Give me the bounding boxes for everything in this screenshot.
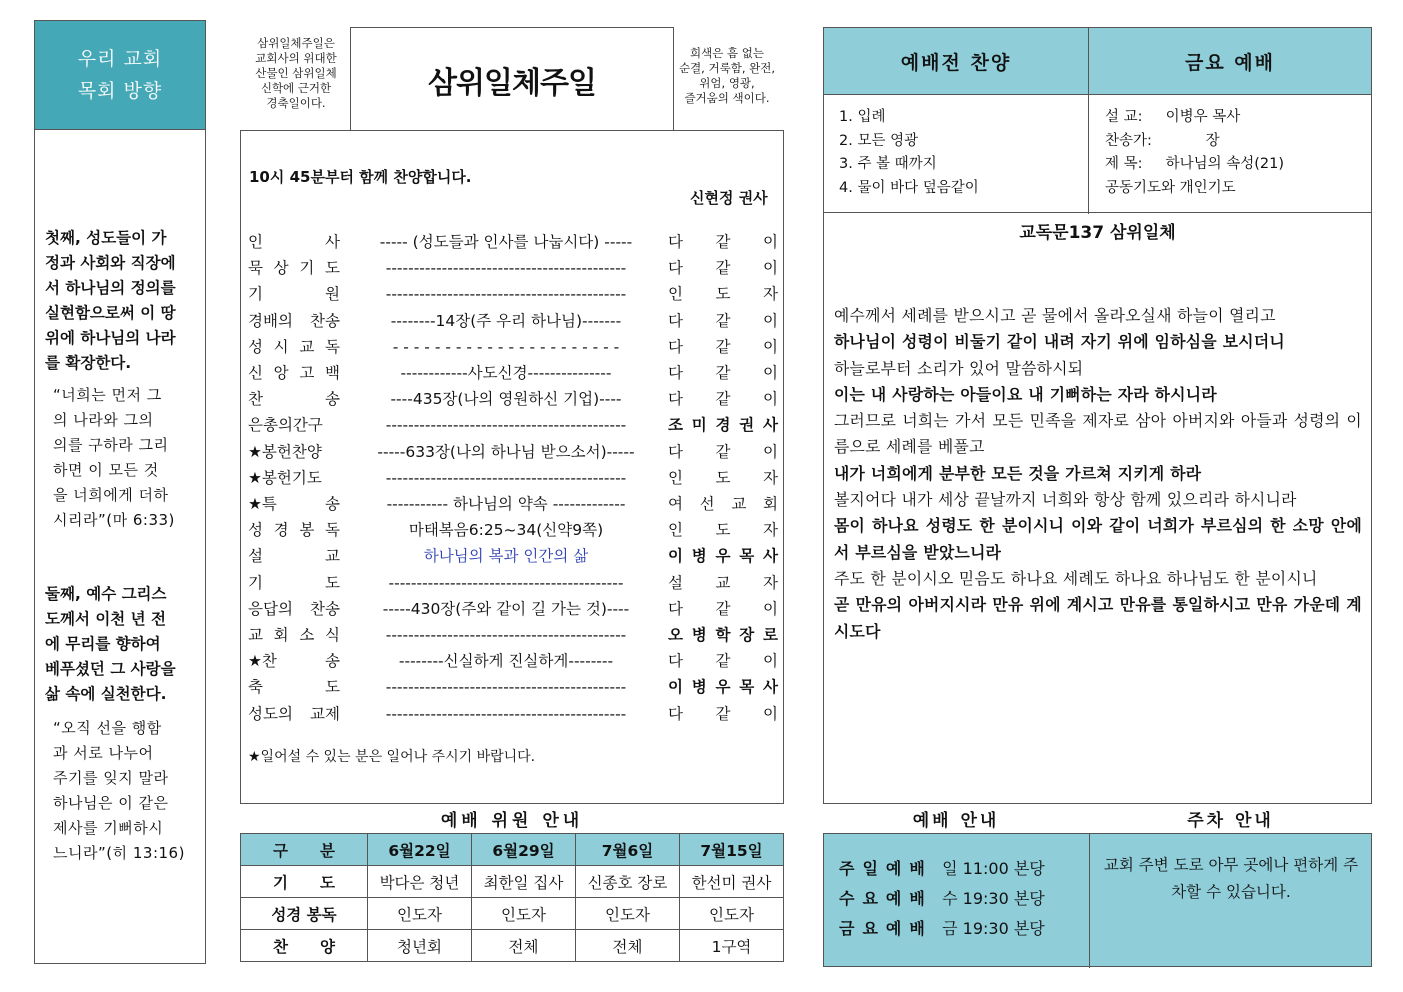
order-row [248, 596, 778, 622]
table-cell: 최한일 집사 [471, 866, 575, 898]
row-label-text: 성경 봉독 [271, 905, 337, 924]
vision-first-line: 실현함으로써 이 땅 [45, 304, 176, 322]
vision-second-line: 삶 속에 실천한다. [45, 685, 167, 703]
notice-name: 주일예배 [839, 859, 933, 878]
congregation-response: 내가 너희에게 분부한 모든 것을 가르쳐 지키게 하라 [834, 463, 1202, 483]
color-description-line: 즐거움의 색이다. [684, 91, 770, 105]
verse-second-line: 느니라”(히 13:16) [53, 844, 185, 862]
vision-second [45, 582, 197, 707]
verse-first [53, 383, 197, 533]
leader-reading: 그러므로 너희는 가서 모든 민족을 제자로 삼아 아버지와 아들과 성령의 이름으로 세례를 베풀고 [834, 411, 1362, 457]
order-row [248, 255, 778, 281]
description-line: 삼위일체주일은 [257, 36, 335, 50]
notice-time: 일 11:00 본당 [942, 859, 1045, 878]
order-item-label: 은총의간구 [248, 416, 323, 435]
detail-value: 하나님의 속성(21) [1165, 156, 1285, 172]
order-item-content: ------------------------------------------ [388, 573, 624, 592]
order-item-leader: 여 선 교 회 [668, 495, 778, 513]
row-label-text: 기 도 [273, 873, 335, 892]
detail-key: 설 교: [1105, 109, 1143, 125]
color-description-line: 희색은 흠 없는 [690, 46, 764, 60]
order-item-label: 기 원 [248, 285, 340, 304]
order-item-leader: 이 병 우 목 사 [668, 678, 778, 697]
vision-first [45, 226, 197, 376]
congregation-response: 하나님이 성령이 비둘기 같이 내려 자기 위에 임하심을 보시더니 [834, 332, 1285, 352]
list-item: 3. 주 볼 때까지 [839, 156, 937, 172]
table-cell: 신종호 장로 [575, 866, 679, 898]
list-item: 4. 물이 바다 덮음같이 [839, 179, 979, 196]
order-item-leader: 다 같 이 [668, 442, 778, 461]
order-row [248, 517, 778, 543]
praise-leader: 신현정 권사 [690, 189, 768, 207]
order-item-label: 응답의 찬송 [248, 599, 340, 618]
vision-second-line: 둘째, 예수 그리스 [45, 585, 167, 603]
leader-reading: 주도 한 분이시오 믿음도 하나요 세례도 하나요 하나님도 한 분이시니 [834, 568, 1318, 588]
list-item [1105, 106, 1284, 130]
order-row [248, 360, 778, 386]
church-vision-header [34, 20, 206, 130]
leader-reading: 하늘로부터 소리가 있어 말씀하시되 [834, 358, 1084, 378]
order-item-content: --------신실하게 진실하게-------- [398, 652, 614, 671]
detail-value: 이병우 목사 [1165, 109, 1241, 125]
order-item-label: ★찬 송 [248, 652, 340, 671]
order-item-content: -----430장(주와 같이 길 가는 것)---- [382, 599, 630, 618]
order-row [248, 674, 778, 700]
table-row [241, 930, 784, 962]
divider [1088, 28, 1089, 214]
prelude-song-list [839, 106, 979, 200]
order-item-content: ------------------------------------------- [385, 704, 627, 723]
order-item-leader: 다 같 이 [668, 364, 778, 382]
table-row [241, 866, 784, 898]
vision-first-line: 위에 하나님의 나라 [45, 329, 176, 347]
table-header-row [241, 834, 784, 866]
order-item-content: 하나님의 복과 인간의 삶 [423, 547, 589, 566]
order-item-content: ------------------------------------------- [385, 259, 627, 278]
prelude-title: 예배전 찬양 [824, 28, 1088, 95]
order-row [248, 543, 778, 569]
order-item-content: ------------------------------------------- [385, 626, 627, 644]
table-header-cell [241, 834, 368, 866]
notice-name: 금요예배 [839, 919, 933, 938]
order-row [248, 570, 778, 596]
row-label [241, 930, 368, 962]
order-item-leader: 다 같 이 [668, 704, 778, 723]
friday-worship-details [1105, 106, 1284, 200]
order-item-leader: 인 도 자 [668, 468, 778, 487]
table-cell: 인도자 [471, 898, 575, 930]
table-cell: 전체 [471, 930, 575, 962]
verse-second-line: 제사를 기뻐하시 [53, 819, 164, 837]
worship-staff-title: 예배 위원 안내 [440, 811, 584, 831]
order-item-leader: 다 같 이 [668, 599, 778, 618]
order-item-label: 경배의 찬송 [248, 311, 340, 330]
table-header-cell: 7월15일 [679, 834, 783, 866]
list-item [1105, 153, 1284, 177]
description-line: 교회사의 위대한 [255, 51, 337, 65]
row-label-text: 찬 양 [273, 937, 335, 956]
order-item-label: 교 회 소 식 [248, 626, 340, 644]
order-item-label: 성 시 교 독 [248, 337, 340, 356]
table-cell: 1구역 [679, 930, 783, 962]
page-title: 삼위일체주일 [350, 27, 674, 131]
order-item-content: --------14장(주 우리 하나님)------- [390, 311, 622, 330]
vision-second-line: 도께서 이천 년 전 [45, 610, 167, 628]
order-item-content: ------------------------------------------- [385, 678, 627, 697]
order-row [248, 386, 778, 412]
verse-second-line: 과 서로 나누어 [53, 744, 154, 762]
list-item: 공동기도와 개인기도 [1105, 179, 1236, 196]
notice-row [839, 854, 1045, 884]
divider [1089, 834, 1090, 968]
order-item-content: ----435장(나의 영원하신 기업)---- [390, 390, 622, 409]
order-item-leader: 조 미 경 권 사 [668, 416, 778, 435]
list-item: 1. 입례 [839, 109, 886, 125]
order-item-content: ------------------------------------------- [385, 468, 627, 487]
description-line: 산물인 삼위일체 [255, 66, 337, 80]
verse-second-line: 주기를 잊지 말라 [53, 769, 169, 787]
table-header-cell: 7월6일 [575, 834, 679, 866]
liturgical-color-description [676, 46, 778, 106]
detail-value: 장 [1205, 132, 1220, 149]
order-item-content: ----- (성도들과 인사를 나눕시다) ----- [379, 233, 633, 251]
order-item-label: 신 앙 고 백 [248, 364, 340, 382]
order-row [248, 308, 778, 334]
vision-first-line: 를 확장한다. [45, 354, 132, 372]
vision-header-line1: 우리 교회 [77, 48, 163, 70]
order-row [248, 281, 778, 307]
vision-first-line: 첫째, 성도들이 가 [45, 229, 167, 247]
order-row [248, 622, 778, 648]
order-row [248, 412, 778, 438]
color-description-line: 순결, 거룩함, 완전, [678, 61, 776, 75]
order-item-label: ★봉헌찬양 [248, 442, 322, 461]
vision-second-line: 에 무리를 향하여 [45, 635, 161, 653]
order-item-leader: 설 교 자 [668, 573, 778, 592]
table-cell: 인도자 [575, 898, 679, 930]
friday-worship-title: 금요 예배 [1089, 28, 1371, 95]
order-item-label: 찬 송 [248, 390, 340, 409]
order-item-label: 축 도 [248, 678, 340, 697]
order-row [248, 491, 778, 517]
verse-first-line: 시리라”(마 6:33) [53, 511, 175, 529]
order-item-leader: 다 같 이 [668, 259, 778, 278]
notice-name: 수요예배 [839, 889, 933, 908]
order-item-content: ------------------------------------------- [385, 416, 627, 435]
verse-first-line: 을 너희에게 더하 [53, 486, 169, 504]
table-cell: 청년회 [367, 930, 471, 962]
order-item-label: 묵 상 기 도 [248, 259, 340, 278]
description-line: 신학에 근거한 [260, 81, 332, 95]
worship-notice-title: 예배 안내 [912, 811, 1000, 831]
notice-panel [823, 833, 1372, 967]
order-item-leader: 다 같 이 [668, 390, 778, 409]
leader-reading: 볼지어다 내가 세상 끝날까지 너희와 항상 함께 있으리라 하시니라 [834, 490, 1297, 510]
order-item-content: ------------사도신경--------------- [400, 364, 612, 382]
table-cell: 인도자 [367, 898, 471, 930]
color-description-line: 위엄, 영광, [699, 76, 755, 90]
congregation-response: 이는 내 사랑하는 아들이요 내 기뻐하는 자라 하시니라 [834, 384, 1217, 404]
order-item-content: 마태복음6:25~34(신약9쪽) [408, 521, 604, 540]
detail-key: 찬송가: [1105, 132, 1152, 149]
notice-time: 수 19:30 본당 [942, 889, 1045, 908]
order-item-leader: 다 같 이 [668, 652, 778, 671]
parking-notice-title: 주차 안내 [1187, 811, 1274, 831]
table-cell: 한선미 권사 [679, 866, 783, 898]
table-header-cell: 6월22일 [367, 834, 471, 866]
notice-time: 금 19:30 본당 [942, 919, 1045, 938]
parking-text: 교회 주변 도로 아무 곳에나 편하게 주차할 수 있습니다. [1103, 856, 1359, 901]
table-cell: 인도자 [679, 898, 783, 930]
leader-reading: 예수께서 세례를 받으시고 곧 물에서 올라오실새 하늘이 열리고 [834, 306, 1276, 325]
worship-staff-table [240, 833, 784, 962]
order-item-content: - - - - - - - - - - - - - - - - - - - - - - [392, 337, 620, 356]
order-item-label: 인 사 [248, 233, 340, 251]
order-item-leader: 인 도 자 [668, 285, 778, 304]
order-row [248, 439, 778, 465]
order-item-label: 기 도 [248, 573, 340, 592]
verse-second-line: 하나님은 이 같은 [53, 794, 169, 812]
praise-time: 10시 45분부터 함께 찬양합니다. [249, 168, 472, 186]
table-header-cell: 6월29일 [471, 834, 575, 866]
row-label [241, 866, 368, 898]
table-row [241, 898, 784, 930]
row-label [241, 898, 368, 930]
order-item-content: -----633장(나의 하나님 받으소서)----- [377, 442, 635, 461]
order-item-leader: 다 같 이 [668, 337, 778, 356]
order-row [248, 465, 778, 491]
verse-first-line: 하면 이 모든 것 [53, 461, 159, 479]
congregation-response: 곧 만유의 아버지시라 만유 위에 계시고 만유를 통일하시고 만유 가운데 계시도다 [834, 595, 1362, 641]
table-cell: 박다은 청년 [367, 866, 471, 898]
order-item-leader: 이 병 우 목 사 [668, 547, 778, 566]
notice-row [839, 884, 1045, 914]
congregation-response: 몸이 하나요 성령도 한 분이시니 이와 같이 너희가 부르심의 한 소망 안에서 부르심을 받았느니라 [834, 516, 1362, 562]
description-line: 경축일이다. [266, 96, 326, 110]
order-row [248, 701, 778, 727]
order-row [248, 229, 778, 255]
verse-first-line: 의 나라와 그의 [53, 411, 154, 429]
verse-second [53, 716, 197, 866]
detail-key: 제 목: [1105, 156, 1143, 172]
list-item [1105, 130, 1284, 154]
list-item: 2. 모든 영광 [839, 132, 919, 149]
header-label: 구 분 [273, 841, 335, 860]
trinity-sunday-description [245, 36, 347, 111]
order-item-content: ------------------------------------------- [385, 285, 627, 304]
order-row [248, 334, 778, 360]
notice-row [839, 914, 1045, 944]
order-row [248, 648, 778, 674]
order-item-leader: 인 도 자 [668, 521, 778, 540]
responsive-reading-body [834, 303, 1362, 645]
verse-second-line: “오직 선을 행함 [53, 719, 162, 737]
vision-second-line: 베푸셨던 그 사랑을 [45, 660, 176, 678]
order-item-content: ----------- 하나님의 약속 ------------- [386, 495, 626, 513]
order-item-leader: 다 같 이 [668, 233, 778, 251]
order-item-label: 성 경 봉 독 [248, 521, 340, 540]
order-item-label: 성도의 교제 [248, 704, 340, 723]
order-item-label: 설 교 [248, 547, 340, 566]
verse-first-line: 의를 구하라 그리 [53, 436, 169, 454]
order-item-leader: 오 병 학 장 로 [668, 626, 778, 644]
vision-first-line: 정과 사회와 직장에 [45, 254, 176, 272]
prelude-and-friday-panel [823, 27, 1372, 213]
verse-first-line: “너희는 먼저 그 [53, 386, 162, 404]
table-cell: 전체 [575, 930, 679, 962]
order-item-leader: 다 같 이 [668, 311, 778, 330]
responsive-reading-title: 교독문137 삼위일체 [1019, 223, 1176, 243]
vision-first-line: 서 하나님의 정의를 [45, 279, 176, 297]
order-item-label: ★봉헌기도 [248, 468, 322, 487]
order-item-label: ★특 송 [248, 495, 340, 513]
church-vision-panel [34, 130, 206, 964]
vision-header-line2: 목회 방향 [77, 80, 163, 102]
stand-note: ★일어설 수 있는 분은 일어나 주시기 바랍니다. [248, 749, 536, 765]
